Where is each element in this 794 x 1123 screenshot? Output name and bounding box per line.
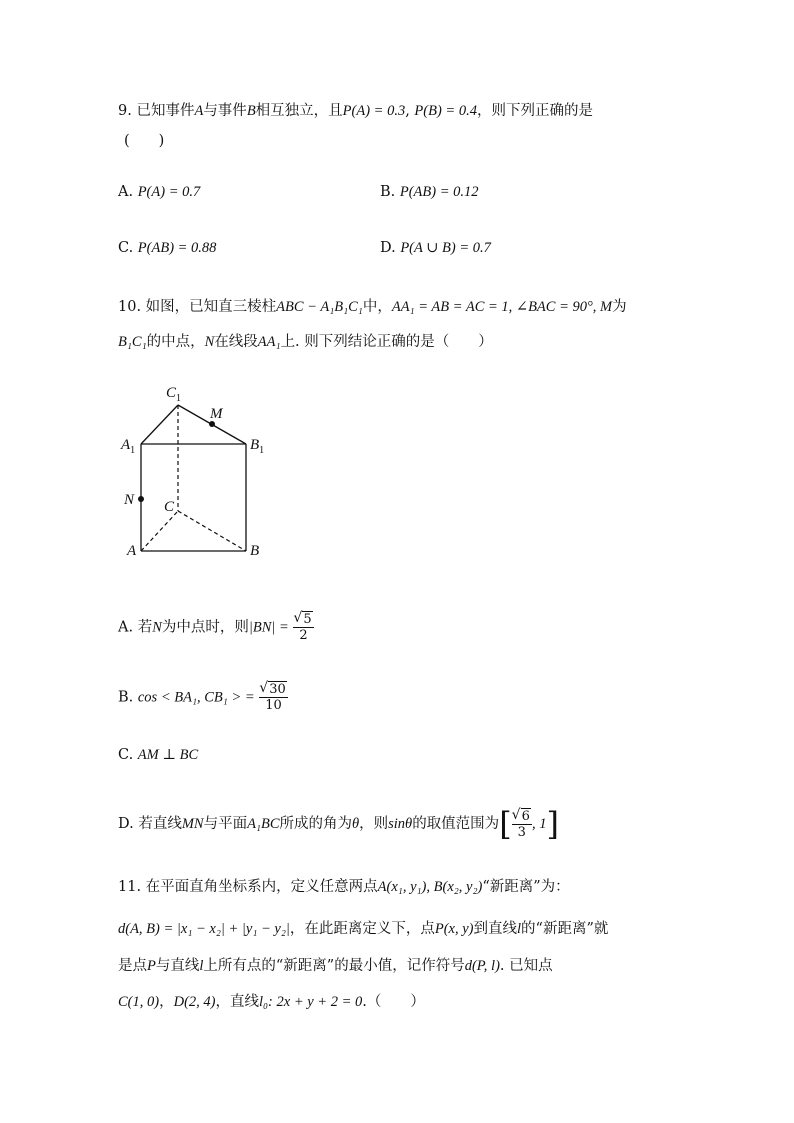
q10-segment-aa1: AA₁: [257, 334, 281, 350]
q10-point-n: N: [204, 334, 215, 350]
q9-option-a-math: P(A) = 0.7: [137, 184, 201, 200]
q10-option-d-theta: θ: [352, 816, 360, 832]
q10-option-d-text4: ，则: [359, 816, 389, 832]
q10-line2-text-b: 在线段: [214, 334, 258, 350]
q11-line1-text-a: 11. 在平面直角坐标系内，定义任意两点: [118, 879, 378, 895]
label-c1: $C_1$: [166, 385, 182, 404]
q10-option-d-radicand: 6: [521, 808, 530, 824]
q10-option-d-tail: , 1: [531, 816, 547, 832]
label-a: A: [127, 543, 137, 559]
option-label: D.: [118, 816, 134, 832]
q11-line2-text-b: 到直线: [473, 921, 518, 937]
q10-option-d-text2: 与平面: [203, 816, 248, 832]
q10-stem-text-a: 10. 如图，已知直三棱柱: [118, 299, 277, 315]
q10-option-d-text3: 所成的角为: [279, 816, 353, 832]
q11-line2-text-a: ，在此距离定义下，点: [289, 921, 435, 937]
q11-points: A(x₁, y₁), B(x₂, y₂): [377, 879, 483, 895]
q10-condition: AA₁ = AB = AC = 1, ∠BAC = 90°, M: [391, 299, 613, 315]
label-b: B: [250, 543, 260, 559]
q10-option-c-math: AM ⊥ BC: [137, 747, 199, 763]
q11-line3-text-b: 与直线: [155, 958, 200, 974]
q11-line3-text-c: 上所有点的“新距离”的最小值，记作符号: [203, 958, 465, 974]
q10-line2-text-c: 上. 则下列结论正确的是（ ）: [280, 334, 493, 350]
q11-point-c: C(1, 0): [118, 994, 160, 1010]
q9-answer-paren: ( ): [124, 133, 165, 149]
q10-segment-b1c1: B₁C₁: [118, 334, 147, 350]
q10-stem-line2: [118, 335, 493, 350]
q9-stem: [118, 104, 593, 119]
q10-option-d-fraction: [512, 809, 532, 840]
q10-option-a: [118, 612, 314, 643]
q9-pb: P(B) = 0.4: [414, 103, 477, 119]
q9-option-b-math: P(AB) = 0.12: [399, 184, 479, 200]
q9-sep: ,: [405, 103, 410, 119]
option-label: C.: [118, 747, 134, 763]
label-a1: $A_1$: [121, 437, 136, 456]
q10-prism: ABC − A₁B₁C₁: [276, 299, 363, 315]
q11-line3: [118, 959, 553, 974]
label-n: N: [124, 492, 135, 508]
q11-line-l: l: [517, 921, 522, 937]
q10-stem-text-b: 中，: [362, 299, 392, 315]
q10-option-d-plane: A₁BC: [247, 816, 280, 832]
label-c: C: [164, 499, 175, 515]
q11-line4-text-b: ，直线: [215, 994, 259, 1010]
prism-figure: [110, 380, 290, 580]
q9-stem-text-d: ，则下列正确的是: [476, 103, 593, 119]
q10-option-a-denominator: 2: [299, 628, 308, 643]
q10-option-b-fraction: [259, 682, 288, 713]
q10-option-a-radicand: 5: [303, 612, 312, 627]
q9-option-c-math: P(AB) = 0.88: [137, 240, 217, 256]
q9-pa: P(A) = 0.3: [342, 103, 406, 119]
q10-option-a-text2: 为中点时，则: [161, 619, 249, 636]
q9-option-c: [118, 241, 216, 256]
q11-line4: [118, 995, 425, 1010]
q10-option-b-radicand: 30: [269, 682, 286, 697]
q9-option-d-math: P(A ∪ B) = 0.7: [400, 240, 491, 256]
q10-option-d: [118, 805, 559, 843]
label-b1: $B_1$: [250, 437, 265, 456]
edge-c-b-hidden: [178, 511, 246, 551]
q11-line4-sep: ，: [159, 994, 174, 1010]
option-label: C.: [118, 240, 134, 256]
q11-point-d: D(2, 4): [173, 994, 216, 1010]
q10-option-d-denominator: 3: [517, 824, 526, 840]
q10-line2-text-a: 的中点，: [146, 334, 205, 350]
q9-option-a: [118, 185, 200, 200]
q10-option-b-lhs: cos < BA₁, CB₁ > =: [137, 689, 255, 706]
q11-line2: [118, 922, 608, 937]
q10-option-d-sin: sinθ: [388, 816, 413, 832]
q10-option-a-n: N: [152, 619, 162, 636]
q9-stem-text-a: 9. 已知事件: [118, 103, 195, 119]
q10-option-b: [118, 682, 288, 713]
q11-line3-dpl: d(P, l): [464, 958, 500, 974]
edge-a-c-hidden: [141, 511, 178, 551]
q10-option-d-text1: 若直线: [138, 816, 182, 832]
q9-option-d: [380, 241, 491, 256]
q10-option-d-mn: MN: [181, 816, 204, 832]
q11-line3-text-e: . 已知点: [499, 958, 553, 974]
q11-line3-p: P: [147, 958, 156, 974]
option-label: B.: [380, 184, 396, 200]
q11-line2-text-c: 的“新距离”就: [521, 921, 609, 937]
label-m: M: [210, 406, 223, 422]
option-label: A.: [118, 184, 134, 200]
q9-stem-text-c: 相互独立，且: [255, 103, 343, 119]
q10-option-a-fraction: [293, 612, 313, 643]
point-n: [138, 496, 144, 502]
q10-option-a-lhs: |BN| =: [248, 619, 289, 636]
q10-stem-text-c: 为: [612, 299, 627, 315]
q9-var-b: B: [246, 103, 256, 119]
q11-line4-tail: .（ ）: [362, 994, 425, 1010]
option-label: B.: [118, 689, 134, 706]
q9-var-a: A: [194, 103, 204, 119]
q10-option-b-denominator: 10: [265, 698, 282, 713]
q11-line3-l: l: [199, 958, 204, 974]
q11-line3-text-a: 是点: [118, 958, 147, 974]
q11-point-p: P(x, y): [434, 921, 474, 937]
option-label: D.: [380, 240, 396, 256]
q11-line1-text-b: “新距离”为：: [482, 879, 570, 895]
q11-line1: [118, 880, 570, 895]
q10-stem-line1: [118, 300, 627, 315]
q9-stem-text-b: 与事件: [203, 103, 247, 119]
left-bracket: [: [499, 805, 512, 843]
right-bracket: ]: [546, 805, 559, 843]
q10-option-a-text1: 若: [137, 619, 153, 636]
option-label: A.: [118, 619, 134, 636]
q11-distance-formula: d(A, B) = |x₁ − x₂| + |y₁ − y₂|: [118, 921, 290, 937]
q9-option-b: [380, 185, 479, 200]
q10-option-c: [118, 748, 198, 763]
q11-line-l0: l₀: 2x + y + 2 = 0: [258, 994, 363, 1010]
q10-option-d-text5: 的取值范围为: [412, 816, 500, 832]
edge-a1-c1: [141, 405, 178, 444]
